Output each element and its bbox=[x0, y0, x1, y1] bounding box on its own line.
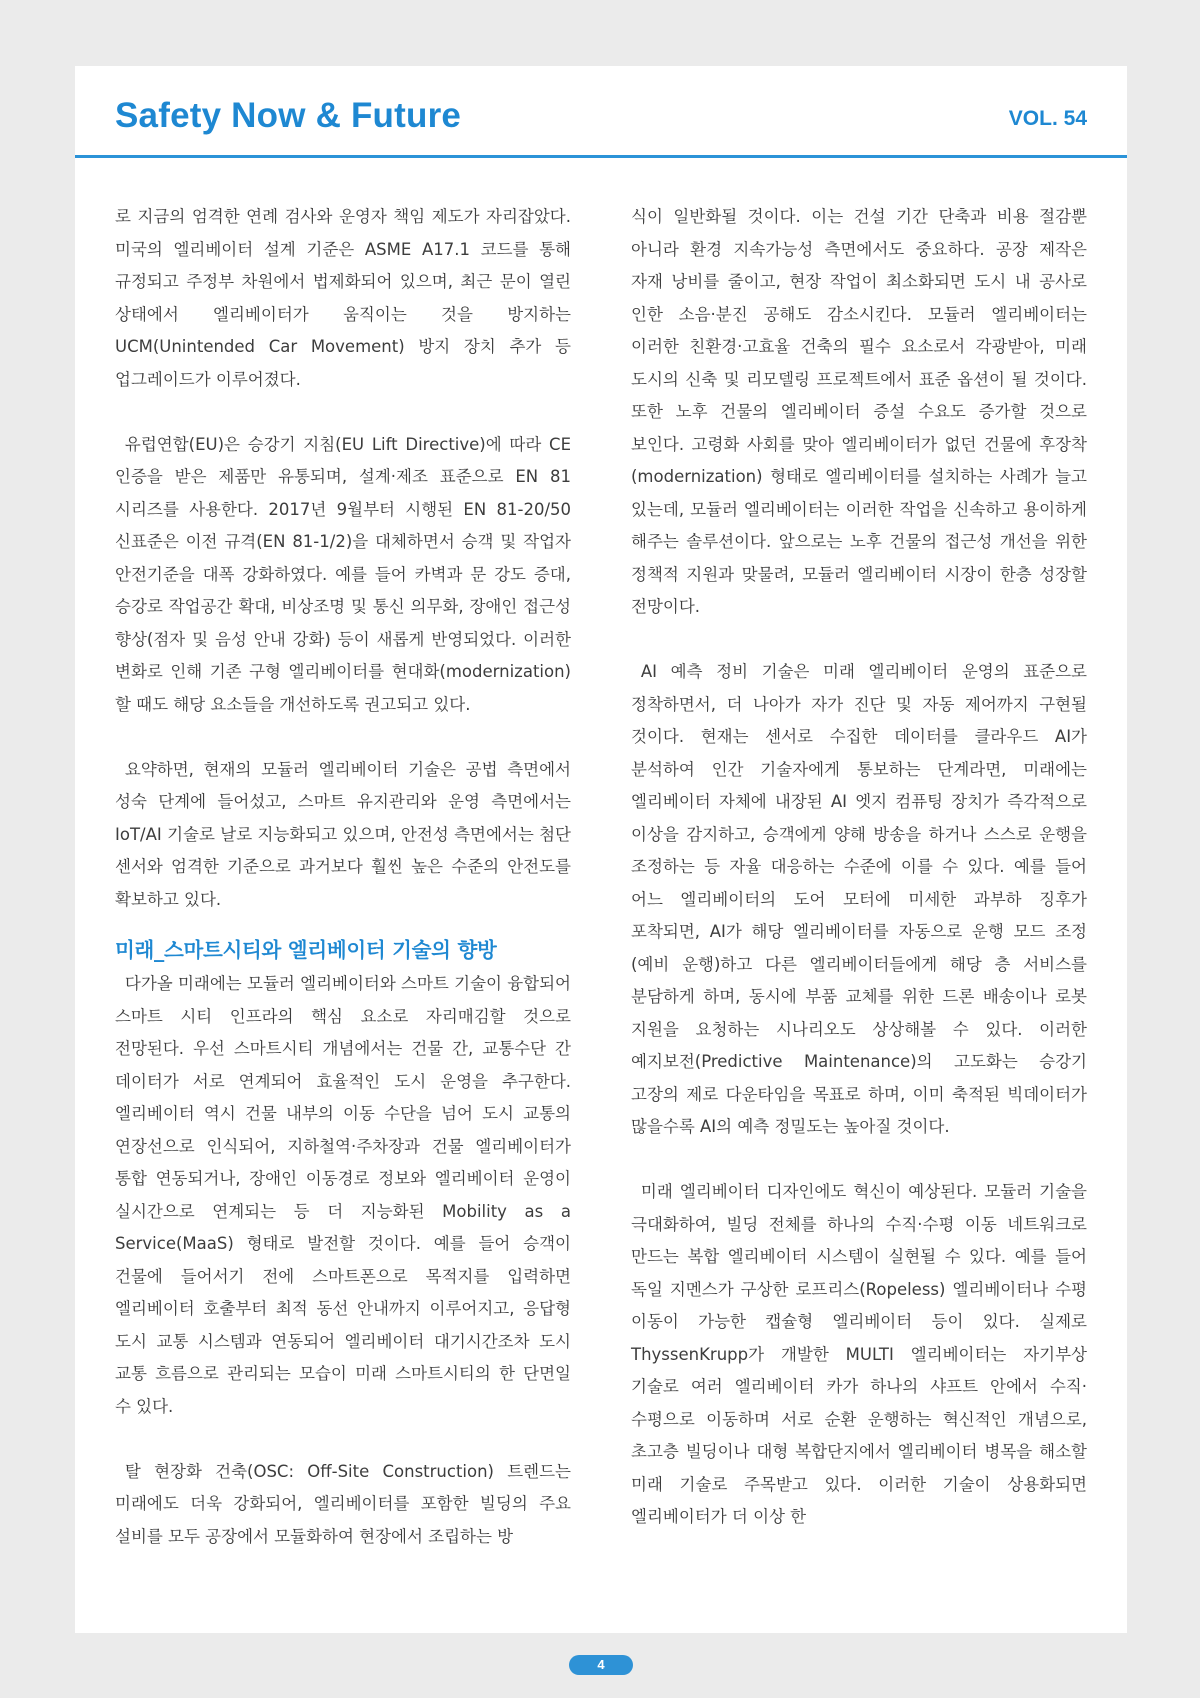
paragraph: 다가올 미래에는 모듈러 엘리베이터와 스마트 기술이 융합되어 스마트 시티 인프라의 핵심 요소로 자리매김할 것으로 전망된다. 우선 스마트시티 개념에서는 건물 간, 교통수단 간 데이터가 서로 연계되어 효율적인 도시 운영을 추구한다. 엘리베이터 역시 건물 내부의 이동 수단을 넘어 도시 교통의 연장선으로 인식되어, 지하철역·주차장과 건물 엘리베이터가 통합 연동되거나, 장애인 이동경로 정보와 엘리베이터 운영이 실시간으로 연계되는 등 더 지능화된 Mobility as a Service(MaaS) 형태로 발전할 것이다. 예를 들어 승객이 건물에 들어서기 전에 스마트폰으로 목적지를 입력하면 엘리베이터 호출부터 최적 동선 안내까지 이루어지고, 응답형 도시 교통 시스템과 연동되어 엘리베이터 대기시간조차 도시 교통 흐름으로 관리되는 모습이 미래 스마트시티의 한 단면일 수 있다. bbox=[115, 974, 571, 1416]
page-sheet bbox=[75, 66, 1127, 1633]
header bbox=[75, 66, 1127, 158]
paragraph: 로 지금의 엄격한 연례 검사와 운영자 책임 제도가 자리잡았다. 미국의 엘리베이터 설계 기준은 ASME A17.1 코드를 통해 규정되고 주정부 차원에서 법제화되어 있으며, 최근 문이 열린 상태에서 엘리베이터가 움직이는 것을 방지하는 UCM(Unintended Car Movement) 방지 장치 추가 등 업그레이드가 이루어졌다. bbox=[115, 207, 571, 389]
right-column bbox=[631, 201, 1087, 1534]
paragraph: AI 예측 정비 기술은 미래 엘리베이터 운영의 표준으로 정착하면서, 더 나아가 자가 진단 및 자동 제어까지 구현될 것이다. 현재는 센서로 수집한 데이터를 클라우드 AI가 분석하여 인간 기술자에게 통보하는 단계라면, 미래에는 엘리베이터 자체에 내장된 AI 엣지 컴퓨팅 장치가 즉각적으로 이상을 감지하고, 승객에게 양해 방송을 하거나 스스로 운행을 조정하는 등 자율 대응하는 수준에 이를 수 있다. 예를 들어 어느 엘리베이터의 도어 모터에 미세한 과부하 징후가 포착되면, AI가 해당 엘리베이터를 자동으로 운행 모드 조정(예비 운행)하고 다른 엘리베이터들에게 해당 층 서비스를 분담하게 하며, 동시에 부품 교체를 위한 드론 배송이나 로봇 지원을 요청하는 시나리오도 상상해볼 수 있다. 이러한 예지보전(Predictive Maintenance)의 고도화는 승강기 고장의 제로 다운타임을 목표로 하며, 이미 축적된 빅데이터가 많을수록 AI의 예측 정밀도는 높아질 것이다. bbox=[631, 662, 1087, 1136]
volume-label: VOL. 54 bbox=[1008, 107, 1087, 130]
paragraph: 탈 현장화 건축(OSC: Off-Site Construction) 트렌드는 미래에도 더욱 강화되어, 엘리베이터를 포함한 빌딩의 주요 설비를 모두 공장에서 모듈화하여 현장에서 조립하는 방 bbox=[115, 1461, 571, 1546]
paragraph: 미래 엘리베이터 디자인에도 혁신이 예상된다. 모듈러 기술을 극대화하여, 빌딩 전체를 하나의 수직·수평 이동 네트워크로 만드는 복합 엘리베이터 시스템이 실현될 수 있다. 예를 들어 독일 지멘스가 구상한 로프리스(Ropeless) 엘리베이터나 수평 이동이 가능한 캡슐형 엘리베이터 등이 있다. 실제로 ThyssenKrupp가 개발한 MULTI 엘리베이터는 자기부상 기술로 여러 엘리베이터 카가 하나의 샤프트 안에서 수직·수평으로 이동하며 서로 순환 운행하는 혁신적인 개념으로, 초고층 빌딩이나 대형 복합단지에서 엘리베이터 병목을 해소할 미래 기술로 주목받고 있다. 이러한 기술이 상용화되면 엘리베이터가 더 이상 한 bbox=[631, 1182, 1087, 1526]
page-number-badge: 4 bbox=[569, 1655, 633, 1675]
paragraph: 요약하면, 현재의 모듈러 엘리베이터 기술은 공법 측면에서 성숙 단계에 들어섰고, 스마트 유지관리와 운영 측면에서는 IoT/AI 기술로 날로 지능화되고 있으며, 안전성 측면에서는 첨단 센서와 엄격한 기준으로 과거보다 훨씬 높은 수준의 안전도를 확보하고 있다. bbox=[115, 759, 571, 909]
paragraph: 식이 일반화될 것이다. 이는 건설 기간 단축과 비용 절감뿐 아니라 환경 지속가능성 측면에서도 중요하다. 공장 제작은 자재 낭비를 줄이고, 현장 작업이 최소화되면 도시 내 공사로 인한 소음·분진 공해도 감소시킨다. 모듈러 엘리베이터는 이러한 친환경·고효율 건축의 필수 요소로서 각광받아, 미래 도시의 신축 및 리모델링 프로젝트에서 표준 옵션이 될 것이다. 또한 노후 건물의 엘리베이터 증설 수요도 증가할 것으로 보인다. 고령화 사회를 맞아 엘리베이터가 없던 건물에 후장착(modernization) 형태로 엘리베이터를 설치하는 사례가 늘고 있는데, 모듈러 엘리베이터는 이러한 작업을 신속하고 용이하게 해주는 솔루션이다. 앞으로는 노후 건물의 접근성 개선을 위한 정책적 지원과 맞물려, 모듈러 엘리베이터 시장이 한층 성장할 전망이다. bbox=[631, 207, 1087, 616]
paragraph: 유럽연합(EU)은 승강기 지침(EU Lift Directive)에 따라 CE 인증을 받은 제품만 유통되며, 설계·제조 표준으로 EN 81 시리즈를 사용한다. 2017년 9월부터 시행된 EN 81-20/50 신표준은 이전 규격(EN 81-1/2)을 대체하면서 승객 및 작업자 안전기준을 대폭 강화하였다. 예를 들어 카벽과 문 강도 증대, 승강로 작업공간 확대, 비상조명 및 통신 의무화, 장애인 접근성 향상(점자 및 음성 안내 강화) 등이 새롭게 반영되었다. 이러한 변화로 인해 기존 구형 엘리베이터를 현대화(modernization)할 때도 해당 요소들을 개선하도록 권고되고 있다. bbox=[115, 434, 571, 714]
section-heading: 미래_스마트시티와 엘리베이터 기술의 향방 bbox=[115, 938, 497, 962]
magazine-title: Safety Now & Future bbox=[115, 96, 462, 135]
left-column bbox=[115, 201, 571, 1553]
